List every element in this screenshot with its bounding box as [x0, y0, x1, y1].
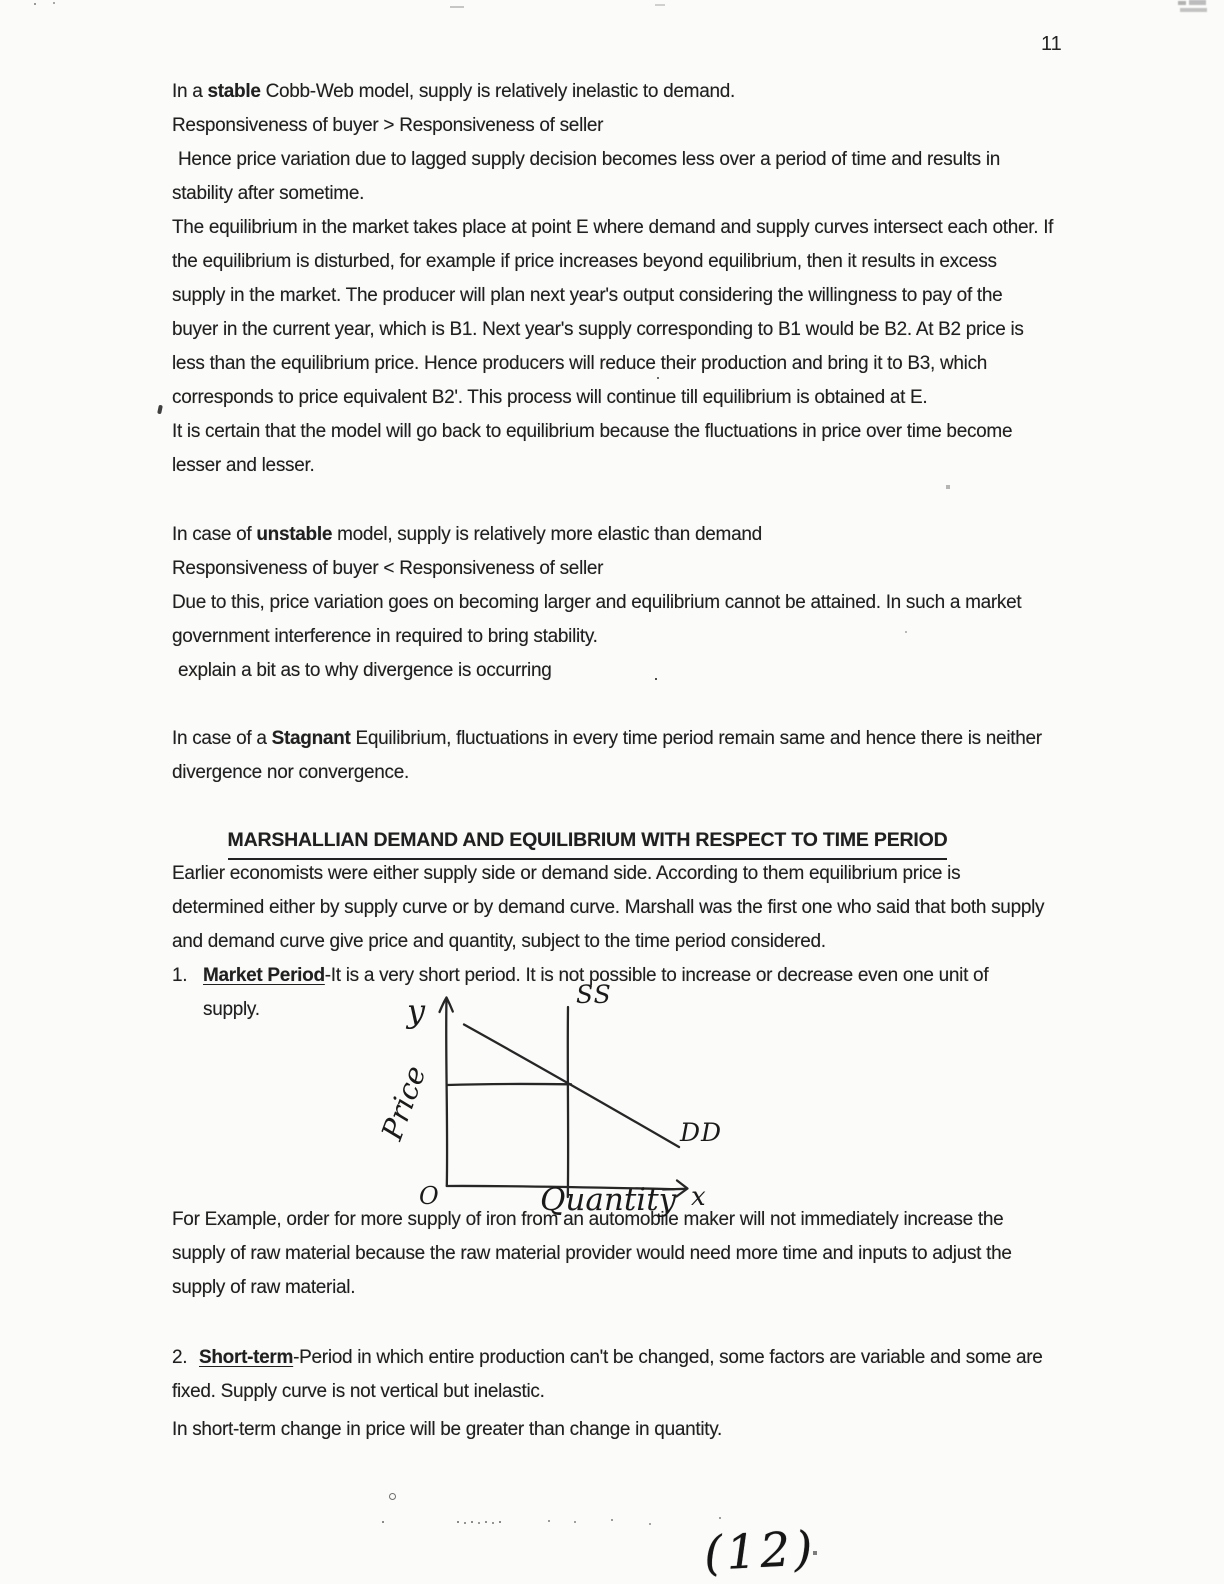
text-line: Earlier economists were either supply side or demand side. According to them equilibrium price is — [172, 863, 961, 884]
list-item-title: Market Period — [203, 965, 325, 986]
text-line: supply of raw material because the raw material provider would need more time and inputs to adjust the — [172, 1243, 1012, 1264]
section-heading: MARSHALLIAN DEMAND AND EQUILIBRIUM WITH RESPECT TO TIME PERIOD — [228, 823, 948, 860]
scan-mark — [157, 405, 163, 415]
supply-label: SS — [576, 980, 612, 1009]
handwritten-page-mark: (12) — [702, 1521, 818, 1582]
text-line: and demand curve give price and quantity, subject to the time period considered. — [172, 931, 826, 952]
text-segment: Cobb-Web model, supply is relatively inelastic to demand. — [260, 81, 735, 102]
blank-line — [172, 688, 1077, 722]
blank-line — [172, 790, 1077, 823]
text-line: divergence nor convergence. — [172, 762, 409, 783]
y-axis — [446, 998, 447, 1186]
text-line: less than the equilibrium price. Hence producers will reduce their production and bring it to B3, which — [172, 353, 988, 374]
x-axis-label: x — [691, 1182, 706, 1212]
list-item-title: Short-term — [199, 1347, 294, 1368]
text-line: lesser and lesser. — [172, 455, 315, 476]
paragraph-stable-model — [172, 75, 1077, 109]
paragraph-stagnant — [172, 722, 1077, 756]
text-line: government interference in required to bring stability. — [172, 626, 598, 647]
demand-line — [464, 1025, 679, 1148]
text-line: Due to this, price variation goes on becoming larger and equilibrium cannot be attained. In such a market — [172, 592, 1022, 613]
line-shortterm-note: In short-term change in price will be greater than change in quantity. — [172, 1419, 723, 1440]
list-item-short-term — [172, 1341, 1077, 1375]
text-line: determined either by supply curve or by demand curve. Marshall was the first one who said that both supply — [172, 897, 1045, 918]
supply-demand-diagram — [350, 968, 730, 1233]
text-line: stability after sometime. — [172, 183, 365, 204]
text-segment: In case of — [172, 524, 257, 545]
text-line: supply in the market. The producer will plan next year's output considering the willingness to pay of the — [172, 285, 1003, 306]
scan-specks — [0, 0, 2, 2]
scan-smudge — [1176, 0, 1212, 16]
text-line: corresponds to price equivalent B2'. This process will continue till equilibrium is obtained at E. — [172, 387, 928, 408]
text-line: fixed. Supply curve is not vertical but inelastic. — [172, 1381, 545, 1402]
content-column — [172, 75, 1077, 1447]
page-number: 11 — [1041, 33, 1062, 55]
text-line: supply of raw material. — [172, 1277, 356, 1298]
line-responsiveness-lt: Responsiveness of buyer < Responsiveness of seller — [172, 558, 604, 579]
text-line: The equilibrium in the market takes place at point E where demand and supply curves intersect each other. If — [172, 217, 1054, 238]
text-segment: Equilibrium, fluctuations in every time period remain same and hence there is neither — [350, 728, 1042, 749]
text-line: supply. — [203, 999, 260, 1020]
text-segment-bold: Stagnant — [271, 728, 351, 749]
list-number: 2. — [172, 1347, 188, 1368]
scan-mark — [655, 4, 665, 6]
line-responsiveness-gt: Responsiveness of buyer > Responsiveness of seller — [172, 115, 604, 136]
text-line: Hence price variation due to lagged supply decision becomes less over a period of time and results in — [178, 149, 1001, 170]
demand-label: DD — [680, 1118, 723, 1147]
line-explain-note: explain a bit as to why divergence is occurring — [178, 660, 552, 681]
price-level-line — [447, 1084, 571, 1085]
text-line: buyer in the current year, which is B1. Next year's supply corresponding to B1 would be B2. At B2 price is — [172, 319, 1024, 340]
text-segment: In a — [172, 81, 208, 102]
section-heading-row — [172, 823, 1077, 857]
quantity-axis-label: Quantity — [540, 1182, 677, 1218]
y-axis-label: y — [407, 992, 426, 1030]
text-line: It is certain that the model will go back to equilibrium because the fluctuations in price over time become — [172, 421, 1013, 442]
blank-line — [172, 483, 1077, 518]
text-line: For Example, order for more supply of iron from an automobile maker will not immediately increase the — [172, 1209, 1004, 1230]
blank-line — [172, 1305, 1077, 1341]
scan-mark — [389, 1493, 396, 1500]
text-segment: model, supply is relatively more elastic than demand — [332, 524, 762, 545]
price-axis-label: Price — [374, 1061, 433, 1145]
text-segment: -Period in which entire production can't be changed, some factors are variable and some are — [293, 1347, 1043, 1368]
text-segment-bold: stable — [207, 81, 261, 102]
text-segment: In case of a — [172, 728, 272, 749]
text-segment: -It is a very short period. It is not possible to increase or decrease even one unit of — [324, 965, 989, 986]
list-number: 1. — [172, 965, 188, 986]
paragraph-unstable-model — [172, 518, 1077, 552]
origin-label: O — [419, 1182, 439, 1210]
scan-mark — [450, 6, 464, 8]
text-line: the equilibrium is disturbed, for example if price increases beyond equilibrium, then it results in excess — [172, 251, 997, 272]
text-segment-bold: unstable — [256, 524, 333, 545]
